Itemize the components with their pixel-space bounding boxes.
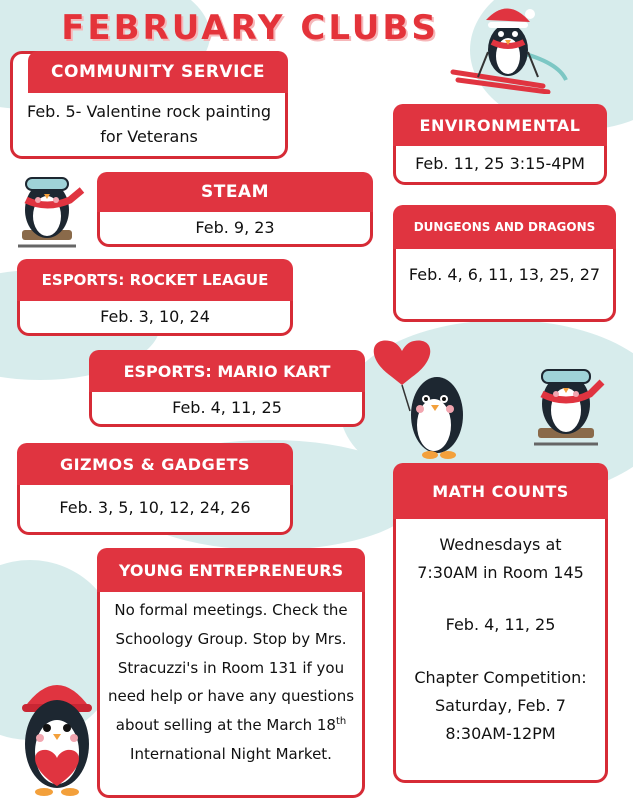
club-card-math-counts (393, 463, 608, 783)
club-detail: Feb. 3, 10, 24 (100, 306, 210, 326)
club-detail: Feb. 3, 5, 10, 12, 24, 26 (59, 498, 251, 518)
club-detail (100, 592, 362, 795)
club-card-environmental (393, 104, 607, 185)
club-detail: Feb. 9, 23 (195, 217, 275, 237)
club-name: ESPORTS: MARIO KART (89, 350, 365, 392)
club-detail: Feb. 4, 11, 25 (172, 397, 282, 417)
club-card-esports-mario-kart (89, 350, 365, 427)
club-name: ENVIRONMENTAL (393, 104, 607, 146)
club-detail-text: No formal meetings. Check the Schoology Group. Stop by Mrs. Stracuzzi's in Room 131 if you need help or have any questions about selling at the March 18 (107, 601, 355, 735)
club-name: MATH COUNTS (393, 463, 608, 519)
club-card-young-entrepreneurs (97, 548, 365, 798)
club-name: DUNGEONS AND DRAGONS (393, 205, 616, 249)
club-card-dungeons-and-dragons (393, 205, 616, 322)
club-card-gizmos-and-gadgets (17, 443, 293, 535)
club-detail: Feb. 5- Valentine rock painting for Veterans (27, 101, 271, 146)
penguin-holding-heart-icon (12, 668, 102, 798)
club-detail-block (396, 519, 605, 780)
club-name: COMMUNITY SERVICE (28, 51, 288, 93)
club-detail: Feb. 4, 6, 11, 13, 25, 27 (408, 265, 601, 284)
penguin-sled-icon (528, 352, 608, 450)
penguin-heart-balloon-icon (362, 333, 472, 463)
club-card-community-service (10, 51, 288, 159)
club-name: STEAM (97, 172, 373, 212)
superscript-text: th (335, 716, 347, 728)
math-counts-dates: Feb. 4, 11, 25 (445, 615, 556, 634)
club-name: GIZMOS & GADGETS (17, 443, 293, 485)
club-card-steam (97, 172, 373, 247)
penguin-sled-icon (12, 160, 92, 252)
club-name: ESPORTS: ROCKET LEAGUE (17, 259, 293, 301)
math-counts-competition: Chapter Competition: Saturday, Feb. 7 8:30AM-12PM (414, 667, 587, 743)
club-name: YOUNG ENTREPRENEURS (97, 548, 365, 592)
club-card-esports-rocket-league (17, 259, 293, 336)
club-detail: Feb. 11, 25 3:15-4PM (415, 153, 585, 173)
club-detail-text: International Night Market. (130, 744, 332, 763)
page-title: FEBRUARY CLUBS (61, 8, 439, 48)
math-counts-meeting: Wednesdays at 7:30AM in Room 145 (417, 535, 584, 582)
penguin-skiing-icon (448, 2, 568, 94)
